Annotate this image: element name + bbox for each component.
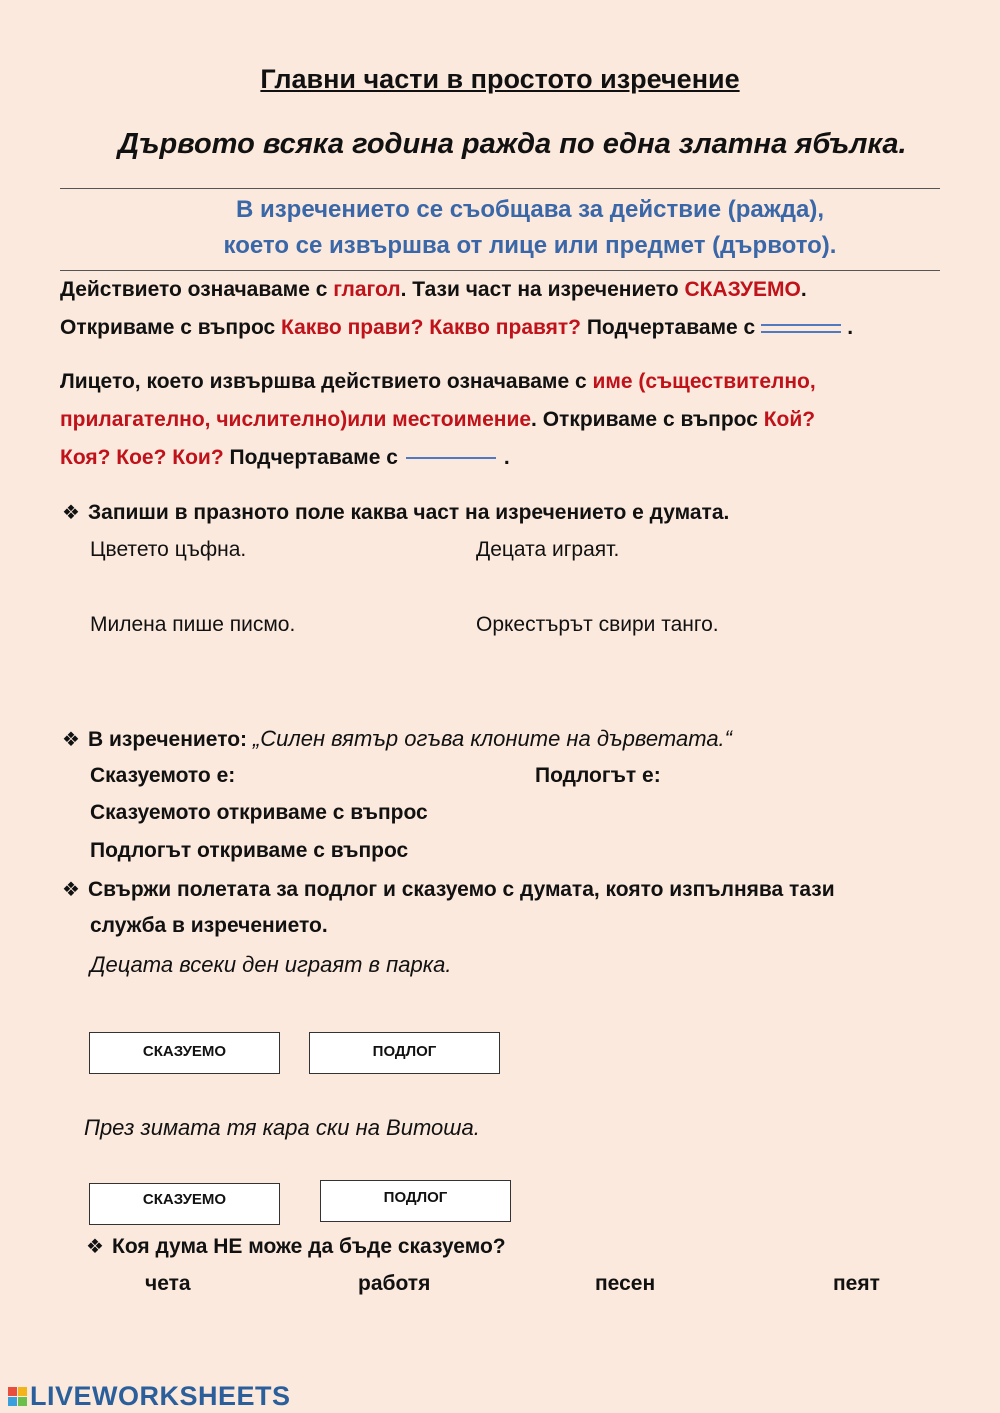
liveworksheets-logo[interactable] (8, 1381, 291, 1412)
logo-square (8, 1397, 17, 1406)
predicate-box-1[interactable]: СКАЗУЕМО (89, 1032, 280, 1074)
subject-definition-line-2: прилагателно, числително)или местоимение. Откриваме с въпрос Кой? (60, 408, 816, 431)
subject-box-1[interactable]: ПОДЛОГ (309, 1032, 500, 1074)
predicate-question-label: Сказуемото откриваме с въпрос (90, 801, 428, 824)
predicate-definition: Действието означаваме с глагол. Тази част на изречението СКАЗУЕМО. (60, 278, 807, 301)
task3-sentence-2: През зимата тя кара ски на Витоша. (84, 1115, 480, 1140)
page-title: Главни части в простото изречение (260, 64, 740, 94)
subject-is-label: Подлогът е: (535, 764, 661, 787)
bullet-diamond-icon: ❖ (62, 502, 80, 524)
predicate-box-2[interactable]: СКАЗУЕМО (89, 1183, 280, 1225)
task1-item: Оркестърът свири танго. (476, 613, 719, 636)
task3-instruction-line-1: ❖ Свържи полетата за подлог и сказуемо с думата, която изпълнява тази (62, 878, 835, 901)
bullet-diamond-icon: ❖ (62, 879, 80, 901)
explanation-line-1: В изречението се съобщава за действие (ражда), (236, 196, 824, 223)
logo-squares-icon (8, 1387, 27, 1406)
task3-sentence-1: Децата всеки ден играят в парка. (90, 952, 452, 977)
logo-text: LIVEWORKSHEETS (30, 1381, 291, 1411)
bullet-diamond-icon: ❖ (86, 1236, 104, 1258)
subject-definition-line-3: Коя? Кое? Кои? Подчертаваме с . (60, 446, 510, 469)
predicate-question-line: Откриваме с въпрос Какво прави? Какво правят? Подчертаваме с . (60, 316, 854, 339)
task3-instruction-line-2: служба в изречението. (90, 914, 328, 937)
predicate-is-label: Сказуемото е: (90, 764, 236, 787)
divider-top (60, 188, 940, 189)
example-sentence: Дървото всяка година ражда по една златна ябълка. (118, 128, 907, 160)
task1-instruction: ❖ Запиши в празното поле каква част на изречението е думата. (62, 501, 730, 524)
task1-item: Децата играят. (476, 538, 620, 561)
task2-sentence-line: ❖ В изречението: „Силен вятър огъва клоните на дърветата.“ (62, 726, 732, 751)
bullet-diamond-icon: ❖ (62, 729, 80, 751)
single-underline-sample (406, 457, 496, 459)
task1-item: Милена пише писмо. (90, 613, 296, 636)
task4-option[interactable]: работя (358, 1272, 431, 1295)
subject-definition-line-1: Лицето, което извършва действието означаваме с име (съществително, (60, 370, 816, 393)
task4-option[interactable]: пеят (833, 1272, 880, 1295)
logo-square (8, 1387, 17, 1396)
subject-question-label: Подлогът откриваме с въпрос (90, 839, 409, 862)
double-underline-sample (761, 324, 841, 333)
logo-square (18, 1397, 27, 1406)
divider-bottom (60, 270, 940, 271)
explanation-line-2: което се извършва от лице или предмет (дървото). (223, 232, 837, 259)
task4-option[interactable]: чета (145, 1272, 191, 1295)
task1-item: Цветето цъфна. (90, 538, 247, 561)
logo-square (18, 1387, 27, 1396)
task4-question: ❖ Коя дума НЕ може да бъде сказуемо? (86, 1235, 506, 1258)
task4-option[interactable]: песен (595, 1272, 656, 1295)
subject-box-2[interactable]: ПОДЛОГ (320, 1180, 511, 1222)
